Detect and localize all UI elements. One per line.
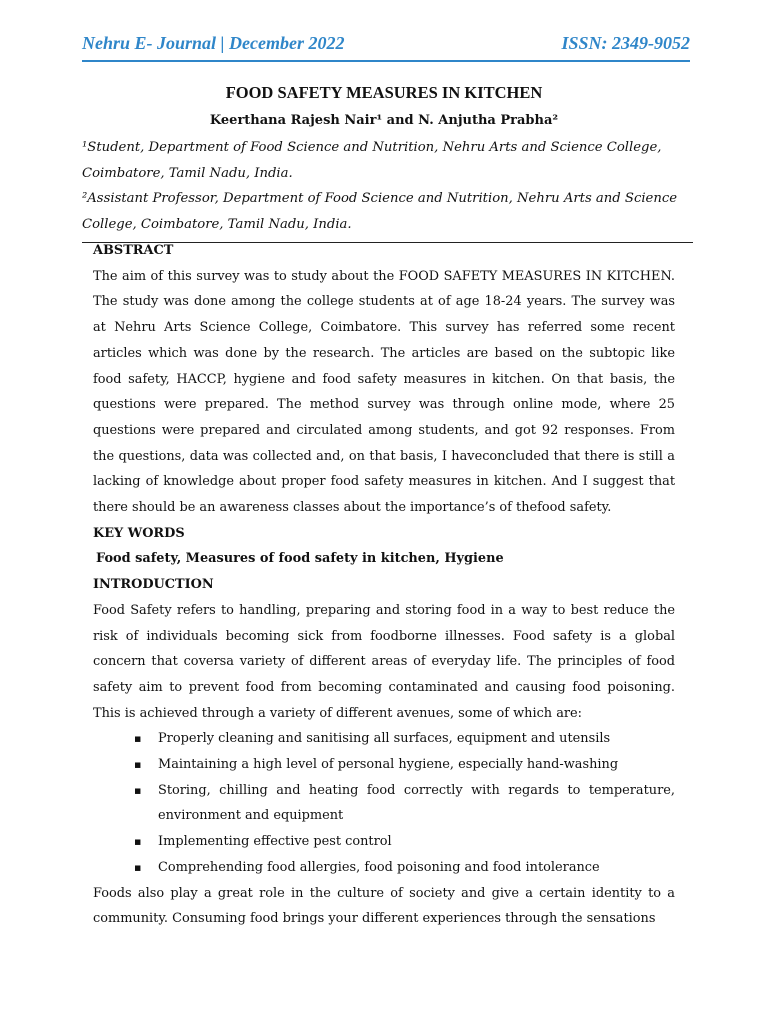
introduction-paragraph-2: Foods also play a great role in the culture of society and give a certain identity to a community. Consuming food brings your different experiences through the sensations bbox=[93, 885, 675, 927]
keywords-heading: KEY WORDS bbox=[93, 525, 185, 541]
list-item: ▪ Maintaining a high level of personal hygiene, especially hand-washing bbox=[158, 752, 675, 778]
paper-body bbox=[93, 238, 675, 932]
issn: ISSN: 2349-9052 bbox=[561, 33, 690, 53]
header-divider bbox=[82, 60, 690, 62]
list-item: ▪ Properly cleaning and sanitising all surfaces, equipment and utensils bbox=[158, 726, 675, 752]
list-item: ▪ Storing, chilling and heating food correctly with regards to temperature, environment and equipment bbox=[158, 778, 675, 829]
affiliation-2: ²Assistant Professor, Department of Food Science and Nutrition, Nehru Arts and Science College, Coimbatore, Tamil Nadu, India. bbox=[82, 191, 678, 232]
authors: Keerthana Rajesh Nair¹ and N. Anjutha Prabha² bbox=[209, 113, 559, 128]
bullet-icon: ▪ bbox=[134, 835, 142, 849]
bullet-icon: ▪ bbox=[134, 860, 142, 874]
paper-title: FOOD SAFETY MEASURES IN KITCHEN bbox=[225, 83, 543, 102]
bullet-icon: ▪ bbox=[134, 783, 142, 797]
running-header bbox=[82, 33, 690, 54]
bullet-icon: ▪ bbox=[134, 758, 142, 772]
list-item: ▪ Comprehending food allergies, food poisoning and food intolerance bbox=[158, 855, 675, 881]
keywords-text: Food safety, Measures of food safety in kitchen, Hygiene bbox=[96, 551, 504, 567]
journal-name: Nehru E- Journal | December 2022 bbox=[82, 33, 345, 53]
bullet-icon: ▪ bbox=[134, 732, 142, 746]
affiliation-1: ¹Student, Department of Food Science and Nutrition, Nehru Arts and Science College, Coimbatore, Tamil Nadu, India. bbox=[82, 140, 662, 181]
introduction-heading: INTRODUCTION bbox=[93, 577, 214, 593]
bullet-list bbox=[93, 726, 675, 880]
abstract-heading: ABSTRACT bbox=[93, 243, 174, 258]
introduction-paragraph-1: Food Safety refers to handling, preparing and storing food in a way to best reduce the risk of individuals becoming sick from foodborne illnesses. Food safety is a global concern that coversa variety of different areas of everyday life. The principles of food safety aim to prevent food from becoming contaminated and causing food poisoning. This is achieved through a variety of different avenues, some of which are: bbox=[93, 602, 675, 721]
list-item: ▪ Implementing effective pest control bbox=[158, 829, 675, 855]
abstract-text: The aim of this survey was to study about the FOOD SAFETY MEASURES IN KITCHEN. The study was done among the college students at of age 18-24 years. The survey was at Nehru Arts Science College, Coimbatore. This survey has referred some recent articles which was done by the research. The articles are based on the subtopic like food safety, HACCP, hygiene and food safety measures in kitchen. On that basis, the questions were prepared. The method survey was through online mode, where 25 questions were prepared and circulated among students, and got 92 responses. From the questions, data was collected and, on that basis, I haveconcluded that there is still a lacking of knowledge about proper food safety measures in kitchen. And I suggest that there should be an awareness classes about the importance’s of thefood safety. bbox=[93, 268, 675, 516]
